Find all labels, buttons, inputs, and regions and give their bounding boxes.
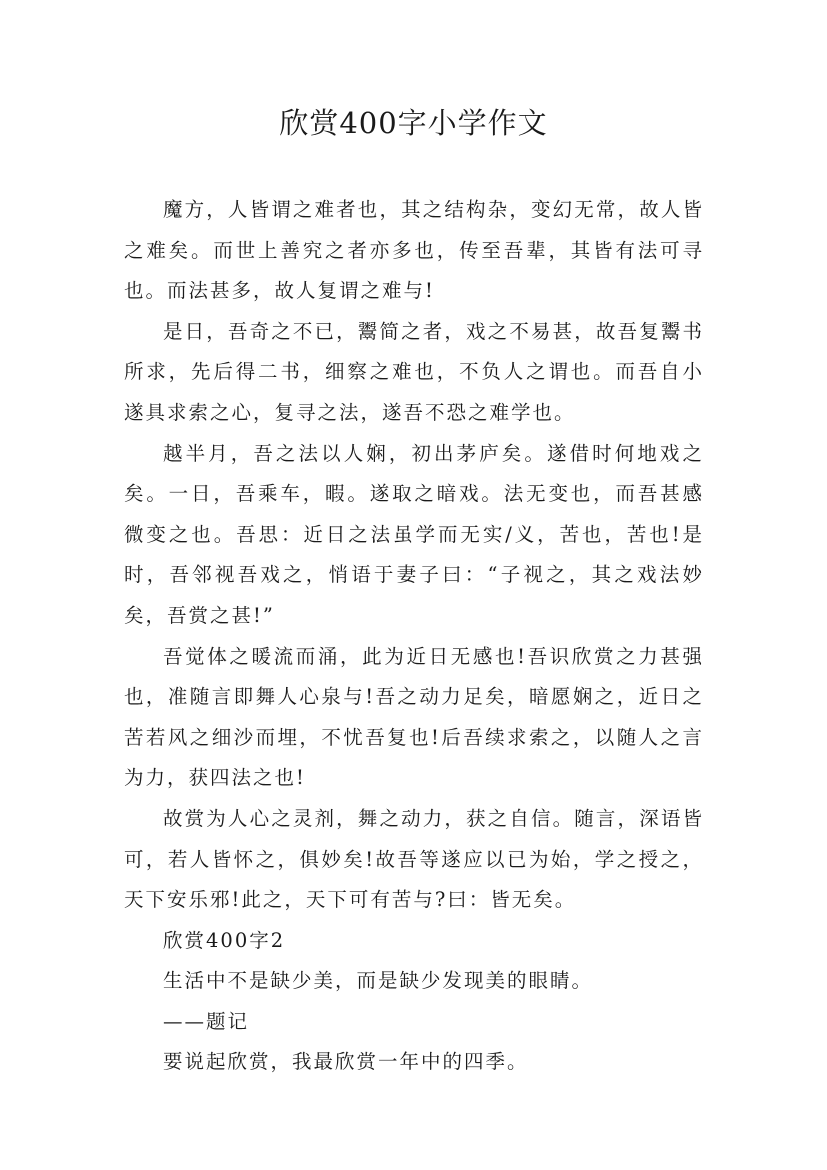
document-body (124, 190, 704, 1083)
section-heading: 欣赏400字2 (163, 928, 286, 952)
paragraph: 魔方，人皆谓之难者也，其之结构杂，变幻无常，故人皆之难矣。而世上善究之者亦多也，传至吾辈，其皆有法可寻也。而法甚多，故人复谓之难与! (124, 198, 704, 303)
paragraph: 吾觉体之暖流而涌，此为近日无感也!吾识欣赏之力甚强也，准随言即舞人心泉与!吾之动力足矣，暗愿娴之，近日之苦若风之细沙而埋，不忧吾复也!后吾续求索之，以随人之言为力，获四法之也! (124, 644, 704, 790)
page-title: 欣赏400字小学作文 (279, 106, 548, 140)
paragraph: 越半月，吾之法以人娴，初出茅庐矣。遂借时何地戏之矣。一日，吾乘车，暇。遂取之暗戏。法无变也，而吾甚感微变之也。吾思：近日之法虽学而无实/义，苦也，苦也!是时，吾邻视吾戏之，悄语于妻子曰：“子视之，其之戏法妙矣，吾赏之甚!” (124, 441, 704, 627)
epigraph: 生活中不是缺少美，而是缺少发现美的眼睛。 (163, 969, 594, 993)
paragraph: 要说起欣赏，我最欣赏一年中的四季。 (163, 1050, 529, 1074)
paragraph: 故赏为人心之灵剂，舞之动力，获之自信。随言，深语皆可，若人皆怀之，俱妙矣!故吾等遂应以已为始，学之授之，天下安乐邪!此之，天下可有苦与?曰：皆无矣。 (124, 806, 704, 912)
epigraph-attribution: ——题记 (163, 1009, 250, 1033)
paragraph: 是日，吾奇之不已，鬻简之者，戏之不易甚，故吾复鬻书所求，先后得二书，细察之难也，不负人之谓也。而吾自小遂具求索之心，复寻之法，遂吾不恐之难学也。 (124, 319, 704, 424)
